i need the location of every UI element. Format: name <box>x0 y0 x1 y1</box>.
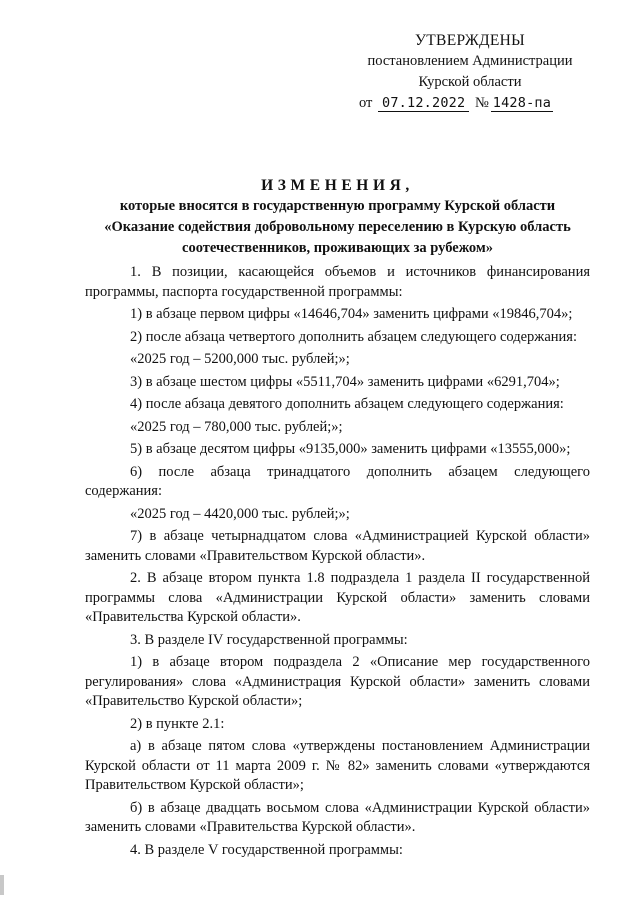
paragraph-3-2-b: б) в абзаце двадцать восьмом слова «Администрации Курской области» заменить словами «Правительства Курской области». <box>85 799 590 835</box>
quote-2025-3: «2025 год – 4420,000 тыс. рублей;»; <box>130 505 350 522</box>
paragraph-1-2: 2) после абзаца четвертого дополнить абзацем следующего содержания: <box>130 328 577 345</box>
quote-2025-2: «2025 год – 780,000 тыс. рублей;»; <box>130 418 343 435</box>
paragraph-3-2: 2) в пункте 2.1: <box>130 715 225 732</box>
document-body <box>85 263 590 863</box>
paragraph-4: 4. В разделе V государственной программы: <box>130 841 403 858</box>
approval-line-1: постановлением Администрации <box>367 53 573 69</box>
paragraph-1-3: 3) в абзаце шестом цифры «5511,704» заменить цифрами «6291,704»; <box>130 373 560 390</box>
title-line-2: которые вносятся в государственную программу Курской области <box>119 198 556 214</box>
paragraph-3-2-a: а) в абзаце пятом слова «утверждены постановлением Администрации Курской области от 11 марта 2009 г. № 82» заменить словами «утверждаются Правительством Курской области»; <box>85 738 590 793</box>
approval-number: 1428-па <box>492 95 552 111</box>
approval-line-2: Курской области <box>418 74 522 90</box>
paragraph-3-1: 1) в абзаце втором подраздела 2 «Описание мер государственного регулирования» слова «Администрация Курской области» заменить словами «Правительство Курской области»; <box>85 654 590 709</box>
scan-edge-mark <box>0 875 4 895</box>
title-line-4: соотечественников, проживающих за рубежом» <box>182 240 493 256</box>
date-prefix: от <box>359 95 373 111</box>
paragraph-1-1: 1) в абзаце первом цифры «14646,704» заменить цифрами «19846,704»; <box>130 306 573 322</box>
paragraph-2: 2. В абзаце втором пункта 1.8 подраздела 1 раздела II государственной программы слова «Администрации Курской области» заменить словами «Правительства Курской области». <box>85 570 590 625</box>
paragraph-1-5: 5) в абзаце десятом цифры «9135,000» заменить цифрами «13555,000»; <box>130 441 571 457</box>
number-prefix: № <box>474 95 489 111</box>
title-line-3: «Оказание содействия добровольному переселению в Курскую область <box>104 219 571 235</box>
paragraph-3: 3. В разделе IV государственной программы: <box>130 631 408 648</box>
approval-date-line <box>345 93 595 114</box>
approval-date: 07.12.2022 <box>378 96 469 112</box>
paragraph-1-7: 7) в абзаце четырнадцатом слова «Администрацией Курской области» заменить словами «Правительством Курской области». <box>85 528 590 564</box>
title-line-1: ИЗМЕНЕНИЯ, <box>261 177 414 194</box>
approval-stamp <box>345 30 595 114</box>
approval-heading: УТВЕРЖДЕНЫ <box>415 32 525 49</box>
document-title <box>85 175 590 259</box>
paragraph-1: 1. В позиции, касающейся объемов и источников финансирования программы, паспорта государственной программы: <box>85 264 590 300</box>
paragraph-1-4: 4) после абзаца девятого дополнить абзацем следующего содержания: <box>130 396 564 412</box>
quote-2025-1: «2025 год – 5200,000 тыс. рублей;»; <box>130 351 350 367</box>
paragraph-1-6: 6) после абзаца тринадцатого дополнить абзацем следующего содержания: <box>85 463 590 499</box>
